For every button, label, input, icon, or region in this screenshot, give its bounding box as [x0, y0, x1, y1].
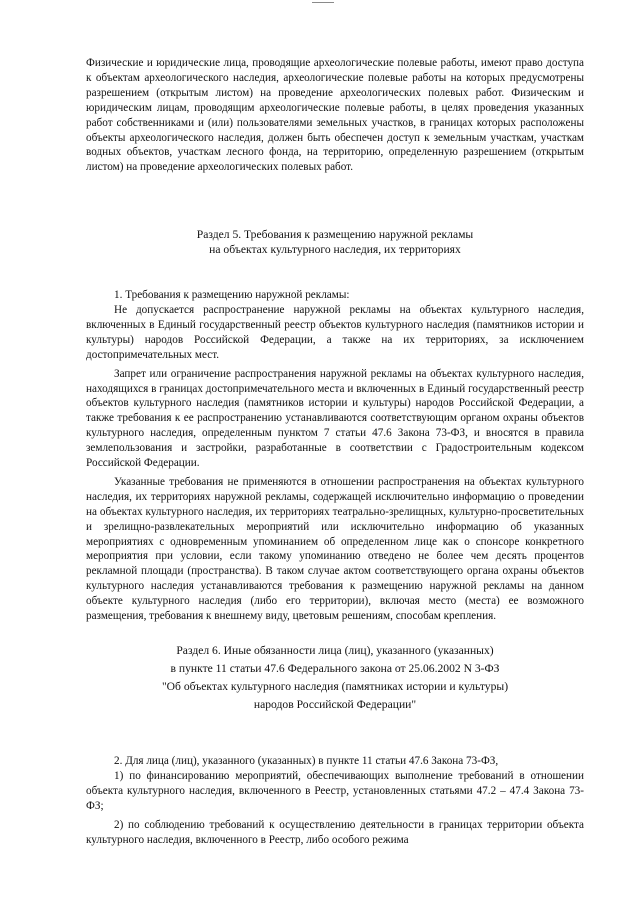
section-6-heading-line-3: "Об объектах культурного наследия (памятниках истории и культуры): [161, 680, 509, 693]
section-5-heading-line-2: на объектах культурного наследия, их территориях: [209, 243, 461, 257]
intro-paragraph: Физические и юридические лица, проводящие археологические полевые работы, имеют право доступа к объектам археологического наследия, археологические полевые работы на которых предусмотрены разрешением (открытым листом) на проведение археологических полевых работ. Физическим и юридическим лицам, проводящим археологические полевые работы, в целях проведения указанных работ собственниками и (или) пользователями земельных участков, в границах которых расположены объекты археологического наследия, должен быть обеспечен доступ к земельным участкам, участкам водных объектов, участкам лесного фонда, на территорию, определенную разрешением (открытым листом) на проведение археологических полевых работ.: [86, 57, 584, 174]
section-5-paragraph-1: Не допускается распространение наружной рекламы на объектах культурного наследия, включенных в Единый государственный реестр объектов культурного наследия (памятников истории и культуры) народов Российской Федерации, а также на их территориях, за исключением достопримечательных мест.: [86, 303, 584, 361]
section-5-heading: [86, 228, 584, 258]
section-6-heading-line-2: в пункте 11 статьи 47.6 Федерального закона от 25.06.2002 N 3-ФЗ: [170, 662, 500, 675]
section-5-heading-line-1: Раздел 5. Требования к размещению наружной рекламы: [196, 228, 474, 242]
section-6-heading-line-1: Раздел 6. Иные обязанности лица (лиц), указанного (указанных): [176, 644, 494, 657]
document-body: [86, 56, 584, 847]
section-5-paragraph-3: Указанные требования не применяются в отношении распространения на объектах культурного наследия, их территориях наружной рекламы, содержащей исключительно информацию о проведении на объектах культурного наследия, их территориях театрально-зрелищных, культурно-просветительных и зрелищно-развлекательных мероприятий или исключительно информацию об указанных мероприятиях с одновременным упоминанием об определенном лице как о спонсоре конкретного мероприятия при условии, если такому упоминанию отведено не более чем десять процентов рекламной площади (пространства). В таком случае актом соответствующего органа охраны объектов культурного наследия устанавливаются требования к размещению наружной рекламы на данном объекте культурного наследия (либо его территории), включая место (места) ее возможного размещения, требования к внешнему виду, цветовым решениям, способам крепления.: [86, 475, 584, 623]
section-5-item-1-title: 1. Требования к размещению наружной рекламы:: [114, 289, 350, 302]
section-6-heading-line-4: народов Российской Федерации": [253, 698, 417, 711]
scan-mark: [312, 2, 334, 3]
section-5-paragraph-2: Запрет или ограничение распространения наружной рекламы на объектах культурного наследия, находящихся в границах достопримечательного места и включенных в Единый государственный реестр объектов культурного наследия (памятников истории и культуры) народов Российской Федерации, а также требования к ее распространению устанавливаются соответствующим органом охраны объектов культурного наследия, определенным пунктом 7 статьи 47.6 Закона 73-ФЗ, и вносятся в правила землепользования и застройки, разработанные в соответствии с Градостроительным кодексом Российской Федерации.: [86, 367, 584, 470]
section-6-subitem-2: 2) по соблюдению требований к осуществлению деятельности в границах территории объекта культурного наследия, включенного в Реестр, либо особого режима: [86, 818, 584, 846]
section-6-heading: [86, 642, 584, 714]
section-6-item-2-intro: 2. Для лица (лиц), указанного (указанных) в пункте 11 статьи 47.6 Закона 73-ФЗ,: [114, 755, 499, 767]
section-6-subitem-1: 1) по финансированию мероприятий, обеспечивающих выполнение требований в отношении объекта культурного наследия, включенного в Реестр, установленных статьями 47.2 – 47.4 Закона 73-ФЗ;: [86, 769, 584, 812]
